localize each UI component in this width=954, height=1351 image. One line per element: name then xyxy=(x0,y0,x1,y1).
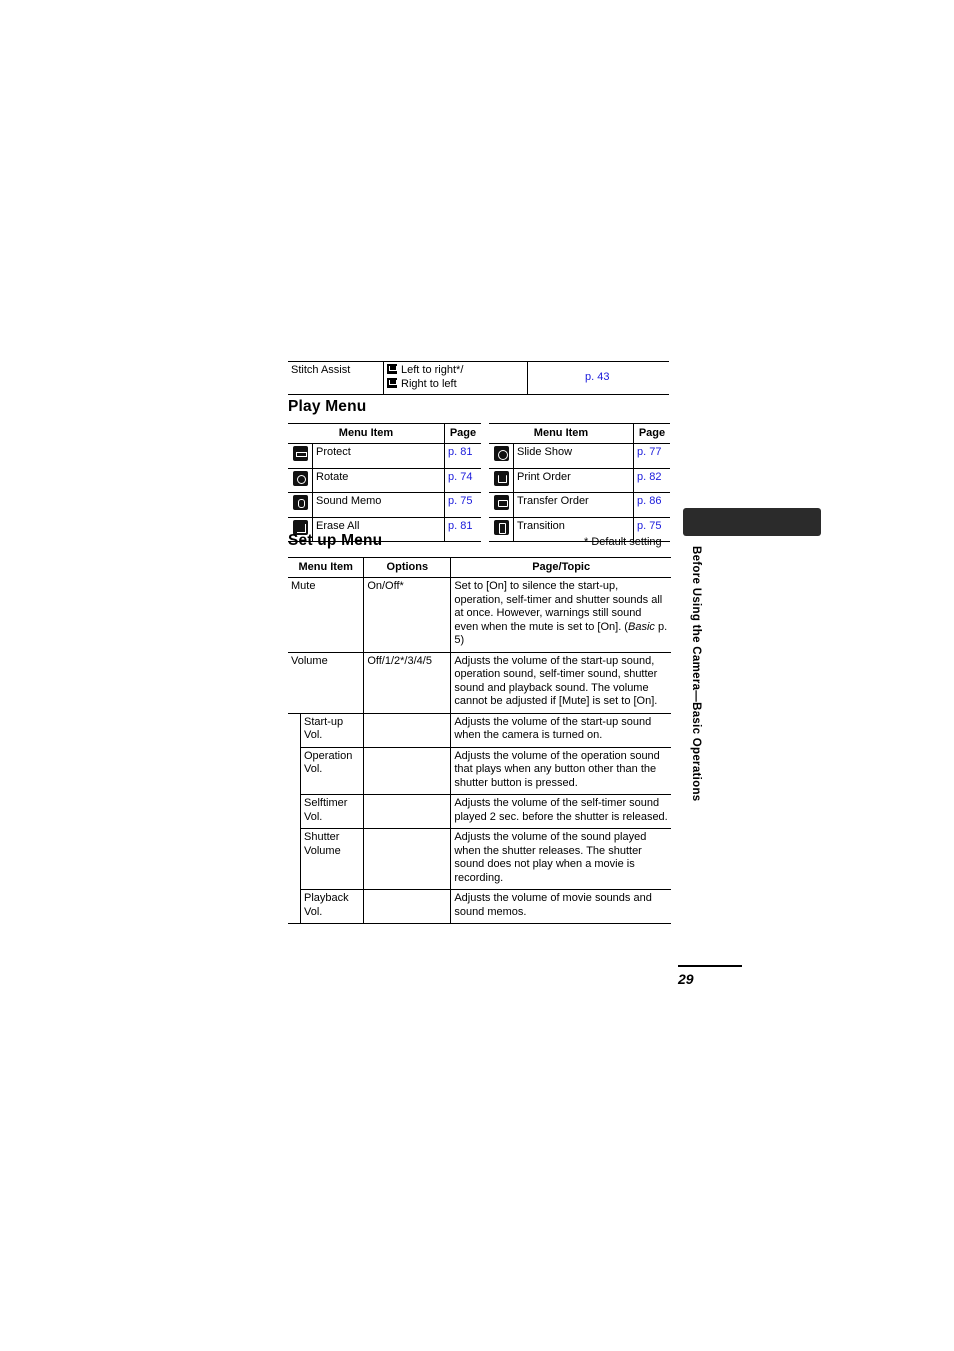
play-menu-header-item: Menu Item xyxy=(489,424,634,444)
play-menu-page-link[interactable]: p. 81 xyxy=(448,446,473,458)
play-menu-table-left xyxy=(288,423,481,542)
setup-subrow xyxy=(288,829,671,890)
setup-subrow xyxy=(288,890,671,924)
play-menu-item-label: Rotate xyxy=(313,468,445,493)
setup-header-options: Options xyxy=(364,558,451,578)
play-menu-row xyxy=(288,444,481,469)
setup-subrow xyxy=(288,747,671,795)
play-menu-header-item: Menu Item xyxy=(288,424,445,444)
stitch-assist-page-link[interactable]: p. 43 xyxy=(585,370,610,383)
setup-subrow xyxy=(288,713,671,747)
play-menu-item-label: Erase All xyxy=(313,517,445,542)
stitch-option-1: Left to right*/ xyxy=(401,364,464,376)
setup-sub-desc: Adjusts the volume of the start-up sound when the camera is turned on. xyxy=(451,713,671,747)
chapter-tab xyxy=(683,508,821,536)
play-menu-row xyxy=(489,468,670,493)
setup-item-desc: Adjusts the volume of the start-up sound, operation sound, self-timer sound, shutter sound and playback sound. The volume cannot be adjusted if [Mute] is set to [On]. xyxy=(451,652,671,713)
play-menu-item-label: Sound Memo xyxy=(313,493,445,518)
play-menu-page-link[interactable]: p. 82 xyxy=(637,470,662,483)
stitch-option-2: Right to left xyxy=(401,377,457,390)
play-menu-row xyxy=(288,493,481,518)
setup-row-volume xyxy=(288,652,671,713)
setup-item-options: On/Off* xyxy=(364,578,451,653)
play-menu-item-label: Slide Show xyxy=(514,444,634,469)
setup-menu-title: Set up Menu xyxy=(288,532,383,549)
play-menu-page-link[interactable]: p. 77 xyxy=(637,446,662,458)
stitch-right-left-icon xyxy=(387,378,397,388)
play-menu-item-label: Transfer Order xyxy=(514,493,634,518)
transition-icon xyxy=(494,520,509,535)
play-menu-item-label: Transition xyxy=(514,517,634,542)
rotate-icon xyxy=(293,471,308,486)
setup-header-item: Menu Item xyxy=(288,558,364,578)
play-menu-row xyxy=(489,493,670,518)
slide-show-icon xyxy=(494,446,509,461)
setup-item-label: Volume xyxy=(288,652,364,713)
transfer-order-icon xyxy=(494,495,509,510)
play-menu-title: Play Menu xyxy=(288,398,367,415)
default-setting-note: * Default setting xyxy=(584,536,662,548)
play-menu-page-link[interactable]: p. 74 xyxy=(448,470,473,483)
setup-sub-label: Playback Vol. xyxy=(301,890,364,924)
setup-menu-table xyxy=(288,557,671,924)
protect-key-icon xyxy=(293,446,308,461)
play-menu-page-link[interactable]: p. 86 xyxy=(637,495,662,507)
stitch-left-right-icon xyxy=(387,364,397,374)
stitch-assist-row xyxy=(288,362,669,395)
setup-sub-desc: Adjusts the volume of the operation sound that plays when any button other than the shutter button is pressed. xyxy=(451,747,671,795)
chapter-title-vertical: Before Using the Camera—Basic Operations xyxy=(690,546,702,802)
play-menu-item-label: Print Order xyxy=(514,468,634,493)
stitch-assist-page-cell xyxy=(528,362,670,395)
play-menu-page-link[interactable]: p. 75 xyxy=(448,495,473,507)
stitch-assist-table xyxy=(288,361,669,395)
play-menu-row xyxy=(288,468,481,493)
setup-sub-label: Start-up Vol. xyxy=(301,713,364,747)
play-menu-item-label: Protect xyxy=(313,444,445,469)
microphone-icon xyxy=(293,495,308,510)
print-order-icon xyxy=(494,471,509,486)
page-number-rule xyxy=(678,965,742,967)
setup-sub-desc: Adjusts the volume of the self-timer sound played 2 sec. before the shutter is released. xyxy=(451,795,671,829)
setup-sub-label: Selftimer Vol. xyxy=(301,795,364,829)
setup-item-label: Mute xyxy=(288,578,364,653)
setup-sub-desc: Adjusts the volume of the sound played when the shutter releases. The shutter sound does not play when a movie is recording. xyxy=(451,829,671,890)
play-menu-table-right xyxy=(489,423,670,542)
play-menu-row xyxy=(489,444,670,469)
stitch-assist-options xyxy=(384,362,528,395)
setup-sub-label: Operation Vol. xyxy=(301,747,364,795)
setup-row-mute xyxy=(288,578,671,653)
play-menu-header-page: Page xyxy=(445,424,482,444)
setup-item-options: Off/1/2*/3/4/5 xyxy=(364,652,451,713)
play-menu-page-link[interactable]: p. 81 xyxy=(448,519,473,532)
setup-subrow xyxy=(288,795,671,829)
setup-sub-label: Shutter Volume xyxy=(301,829,364,890)
setup-item-desc: Set to [On] to silence the start-up, operation, self-timer and shutter sounds all at once. However, warnings still sound even when the mute is set to [On]. (Basic p. 5) xyxy=(451,578,671,653)
stitch-assist-label: Stitch Assist xyxy=(288,362,384,395)
play-menu-header-page: Page xyxy=(634,424,671,444)
setup-sub-desc: Adjusts the volume of movie sounds and sound memos. xyxy=(451,890,671,924)
play-menu-page-link[interactable]: p. 75 xyxy=(637,519,662,532)
setup-header-topic: Page/Topic xyxy=(451,558,671,578)
page-number: 29 xyxy=(678,971,694,987)
